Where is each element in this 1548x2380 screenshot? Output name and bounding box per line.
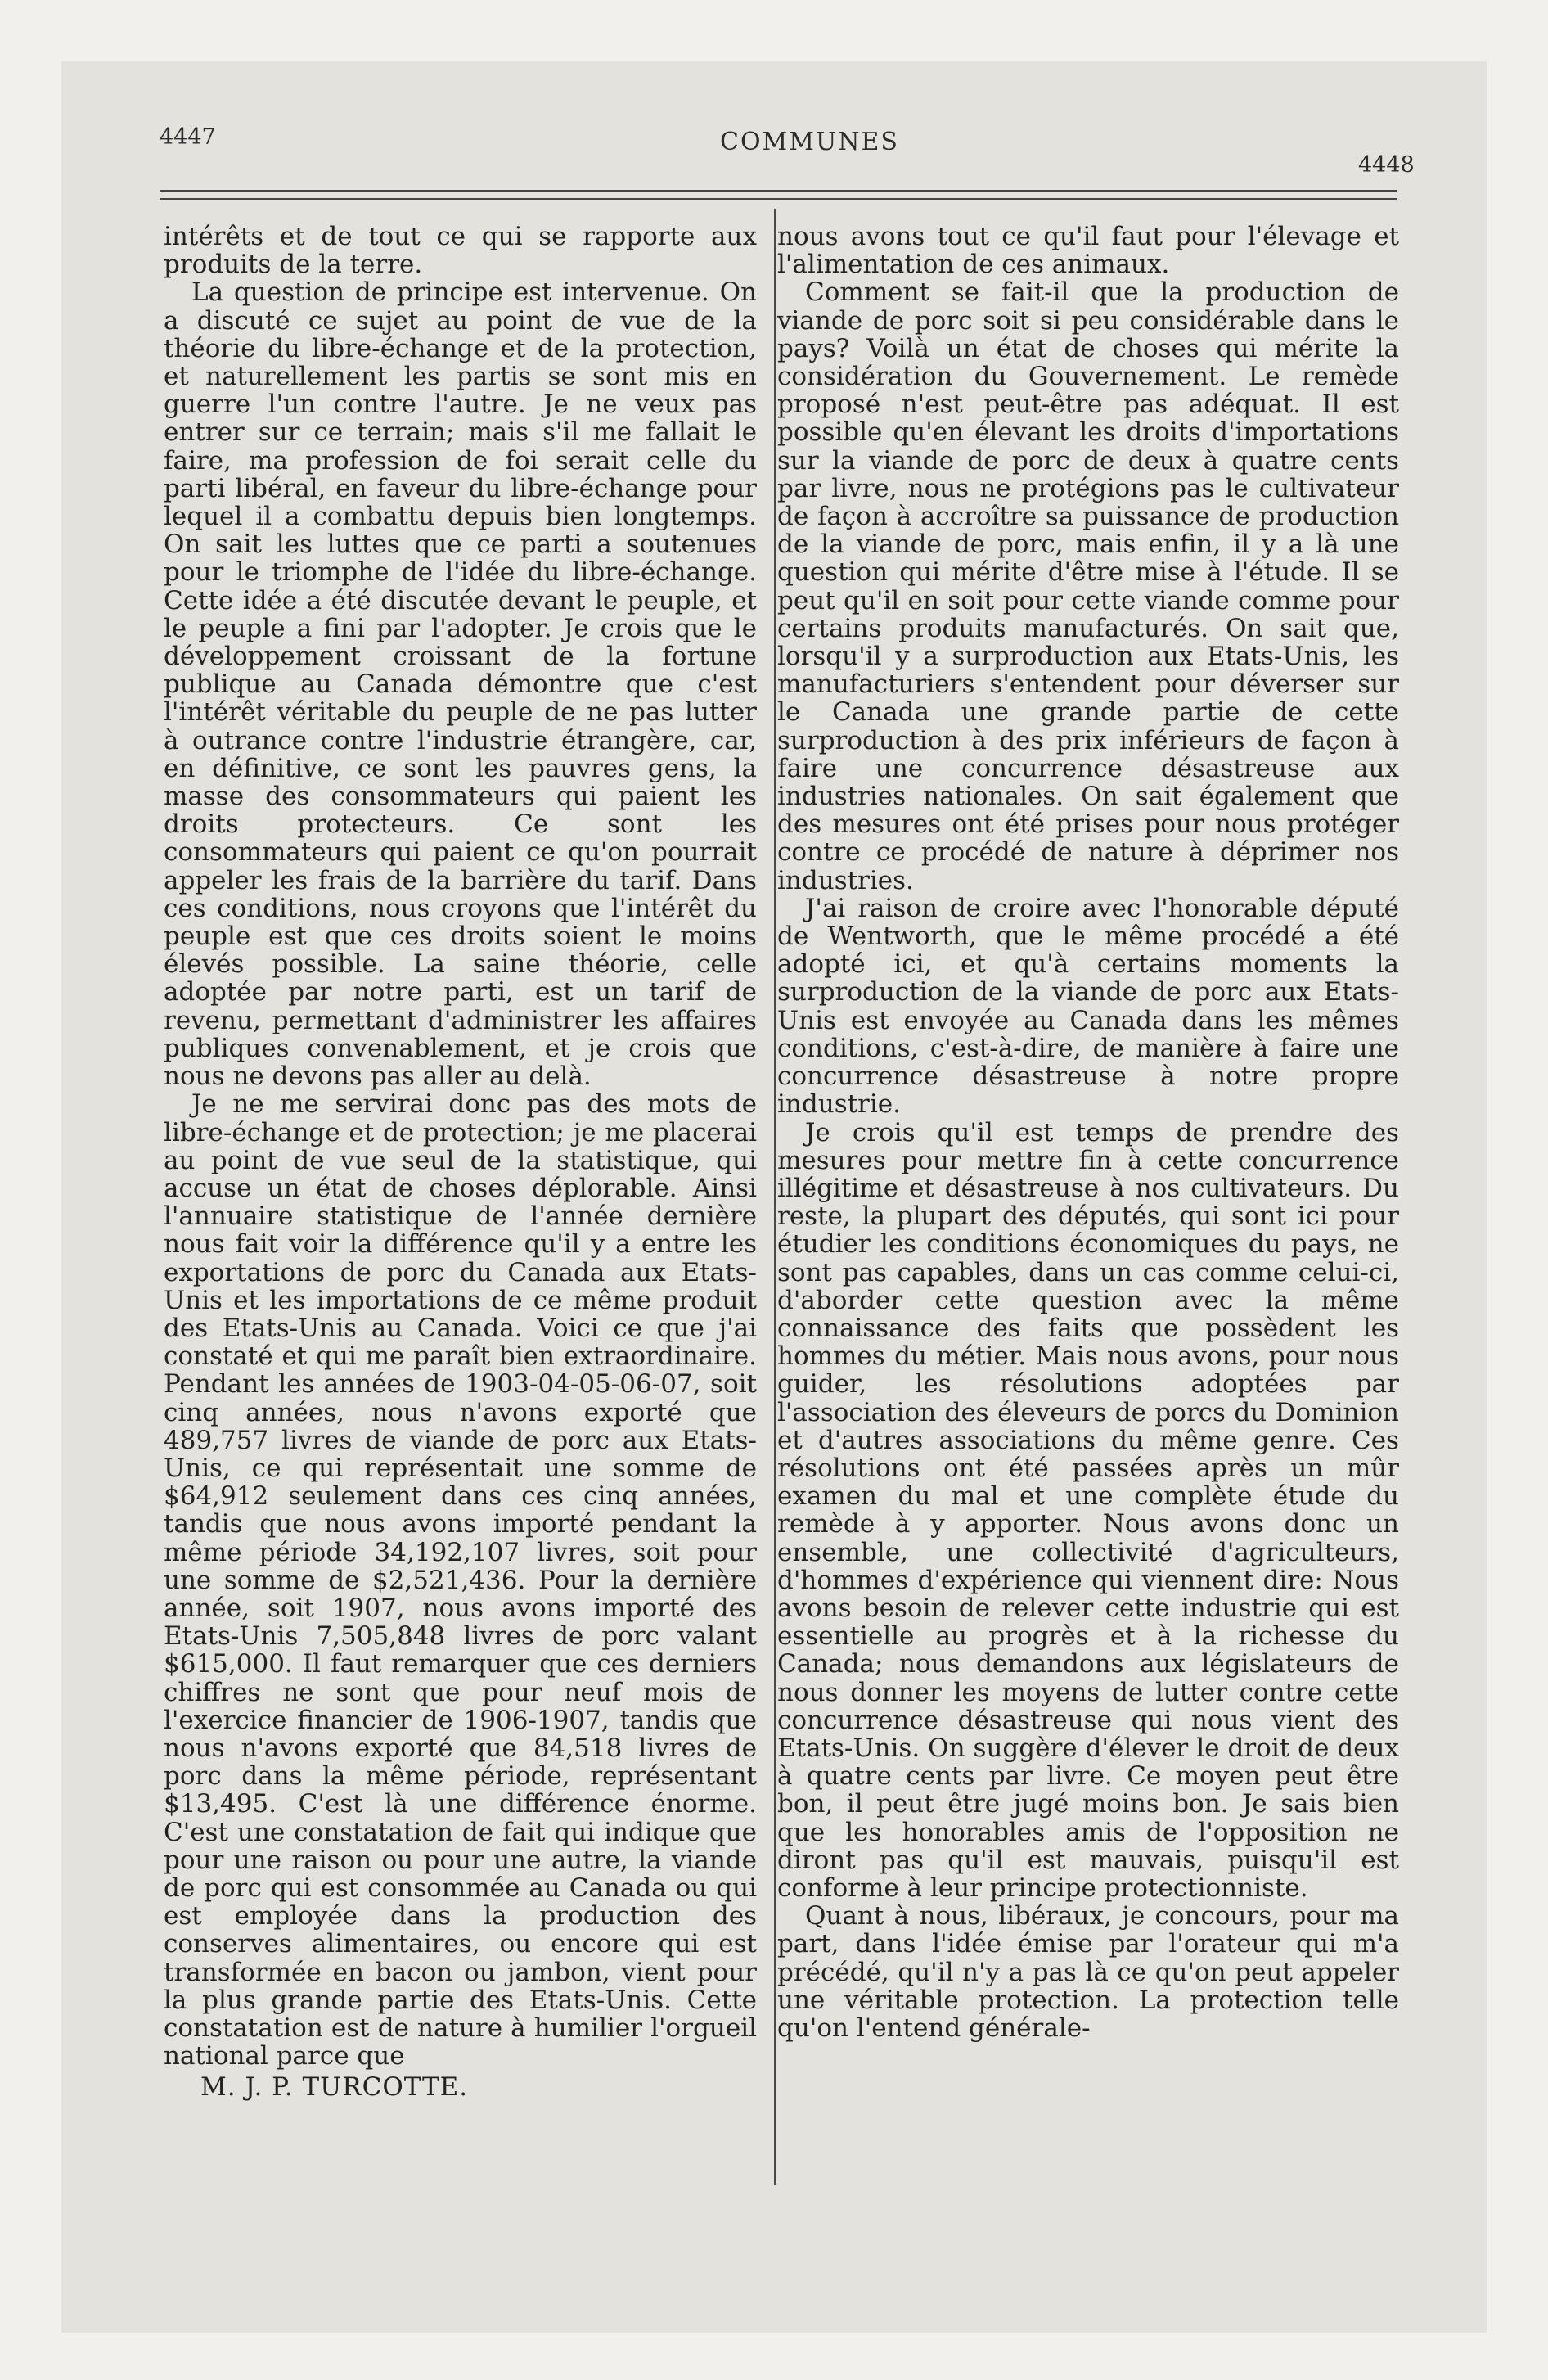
paragraph: intérêts et de tout ce qui se rapporte aux produits de la terre. [164,222,757,280]
page-number-left: 4447 [160,124,216,150]
paragraph: Je ne me servirai donc pas des mots de libre-échange et de protection; je me placerai au point de vue seul de la statistique, qui accuse un état de choses déplorable. Ainsi l'annuaire statistique de l'année dernière nous fait voir la différence qu'il y a entre les exportations de porc du Canada aux Etats-Unis et les importations de ce même produit des Etats-Unis au Canada. Voici ce que j'ai constaté et qui me paraît bien extraordinaire. Pendant les années de 1903-04-05-06-07, soit cinq années, nous n'avons exporté que 489,757 livres de viande de porc aux Etats-Unis, ce qui représentait une somme de $64,912 seulement dans ces cinq années, tandis que nous avons importé pendant la même période 34,192,107 livres, soit pour une somme de $2,521,436. Pour la dernière année, soit 1907, nous avons importé des Etats-Unis 7,505,848 livres de porc valant $615,000. Il faut remarquer que ces derniers chiffres ne sont que pour neuf mois de l'exercice financier de 1906-1907, tandis que nous n'avons exporté que 84,518 livres de porc dans la même période, représentant $13,495. C'est là une différence énorme. C'est une constatation de fait qui indique que pour une raison ou pour une autre, la viande de porc qui est consommée au Canada ou qui est employée dans la production des conserves alimentaires, ou encore qui est transformée en bacon ou jambon, vient pour la plus grande partie des Etats-Unis. Cette constatation est de nature à humilier l'orgueil national parce que [164,1089,757,2071]
paragraph: J'ai raison de croire avec l'honorable député de Wentworth, que le même procédé a été adopté ici, et qu'à certains moments la surproduction de la viande de porc aux Etats-Unis est envoyée au Canada dans les mêmes conditions, c'est-à-dire, de manière à faire une concurrence désastreuse à notre propre industrie. [777,893,1399,1120]
column-divider [774,209,776,2185]
page-number-right: 4448 [1358,152,1415,178]
paragraph: La question de principe est intervenue. On a discuté ce sujet au point de vue de la théorie du libre-échange et de la protection, et naturellement les partis se sont mis en guerre l'un contre l'autre. Je ne veux pas entrer sur ce terrain; mais s'il me fallait le faire, ma profession de foi serait celle du parti libéral, en faveur du libre-échange pour lequel il a combattu depuis bien longtemps. On sait les luttes que ce parti a soutenues pour le triomphe de l'idée du libre-échange. Cette idée a été discutée devant le peuple, et le peuple a fini par l'adopter. Je crois que le développement croissant de la fortune publique au Canada démontre que c'est l'intérêt véritable du peuple de ne pas lutter à outrance contre l'industrie étrangère, car, en définitive, ce sont les pauvres gens, la masse des consommateurs qui paient les droits protecteurs. Ce sont les consommateurs qui paient ce qu'on pourrait appeler les frais de la barrière du tarif. Dans ces conditions, nous croyons que l'intérêt du peuple est que ces droits soient le moins élevés possible. La saine théorie, celle adoptée par notre parti, est un tarif de revenu, permettant d'administrer les affaires publiques convenablement, et je crois que nous ne devons pas aller au delà. [164,277,757,1092]
header-rule-bottom [160,198,1397,200]
paragraph: Je crois qu'il est temps de prendre des mesures pour mettre fin à cette concurrence illégitime et désastreuse à nos cultivateurs. Du reste, la plupart des députés, qui sont ici pour étudier les conditions économiques du pays, ne sont pas capables, dans un cas comme celui-ci, d'aborder cette question avec la même connaissance des faits que possèdent les hommes du métier. Mais nous avons, pour nous guider, les résolutions adoptées par l'association des éleveurs de porcs du Dominion et d'autres associations du même genre. Ces résolutions ont été passées après un mûr examen du mal et une complète étude du remède à y apporter. Nous avons donc un ensemble, une collectivité d'agriculteurs, d'hommes d'expérience qui viennent dire: Nous avons besoin de relever cette industrie qui est essentielle au progrès et à la richesse du Canada; nous demandons aux législateurs de nous donner les moyens de lutter contre cette concurrence désastreuse qui nous vient des Etats-Unis. On suggère d'élever le droit de deux à quatre cents par livre. Ce moyen peut être bon, il peut être jugé moins bon. Je sais bien que les honorables amis de l'opposition ne diront pas qu'il est mauvais, puisqu'il est conforme à leur principe protectionniste. [777,1117,1399,1903]
right-column [777,223,1399,2042]
paragraph: Comment se fait-il que la production de viande de porc soit si peu considérable dans le pays? Voilà un état de choses qui mérite la considération du Gouvernement. Le remède proposé n'est peut-être pas adéquat. Il est possible qu'en élevant les droits d'importations sur la viande de porc de deux à quatre cents par livre, nous ne protégions pas le cultivateur de façon à accroître sa puissance de production de la viande de porc, mais enfin, il y a là une question qui mérite d'être mise à l'étude. Il se peut qu'il en soit pour cette viande comme pour certains produits manufacturés. On sait que, lorsqu'il y a surproduction aux Etats-Unis, les manufacturiers s'entendent pour déverser sur le Canada une grande partie de cette surproduction à des prix inférieurs de façon à faire une concurrence désastreuse aux industries nationales. On sait également que des mesures ont été prises pour nous protéger contre ce procédé de nature à déprimer nos industries. [777,277,1399,895]
left-column [164,223,757,2102]
page-header [98,72,1417,178]
header-rule-top [160,190,1397,192]
speaker-signature: M. J. P. TURCOTTE. [200,2072,469,2103]
paragraph: nous avons tout ce qu'il faut pour l'élevage et l'alimentation de ces animaux. [777,222,1399,280]
running-title: COMMUNES [720,128,899,156]
paragraph: Quant à nous, libéraux, je concours, pour ma part, dans l'idée émise par l'orateur qui m'a précédé, qu'il n'y a pas là ce qu'on peut appeler une véritable protection. La protection telle qu'on l'entend générale- [777,1901,1399,2043]
